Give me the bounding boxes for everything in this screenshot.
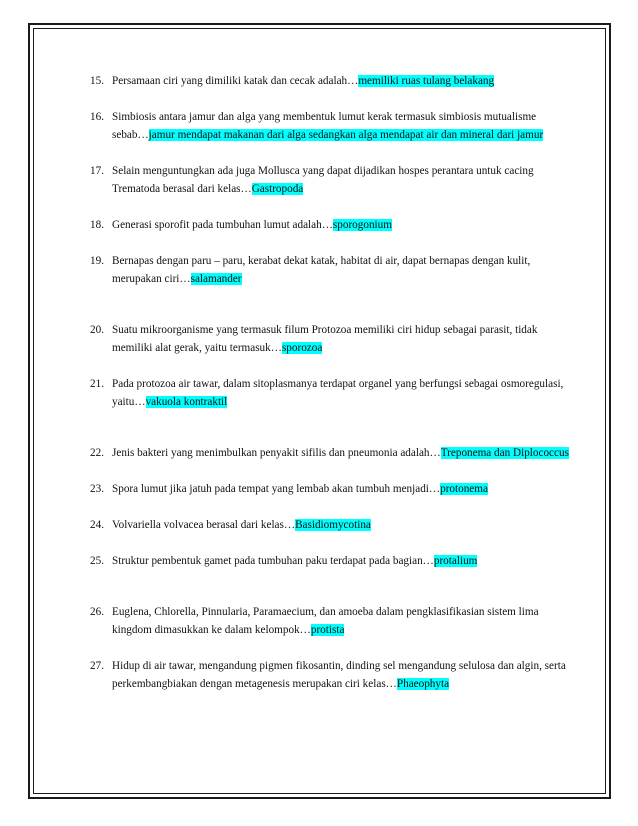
answer-highlight: protalium (433, 555, 478, 567)
question-number: 23. (90, 483, 104, 495)
question-text: Selain menguntungkan ada juga Mollusca yang dapat dijadikan hospes perantara untuk cacing Trematoda berasal dari kelas… (112, 165, 534, 195)
answer-highlight: Gastropoda (251, 183, 304, 195)
answer-highlight: jamur mendapat makanan dari alga sedangkan alga mendapat air dan mineral dari jamur (148, 129, 544, 141)
question-item (90, 321, 570, 357)
question-number: 15. (90, 75, 104, 87)
question-item (90, 108, 570, 144)
question-text: Pada protozoa air tawar, dalam sitoplasmanya terdapat organel yang berfungsi sebagai osmoregulasi, yaitu… (112, 378, 564, 408)
answer-highlight: protista (310, 624, 345, 636)
question-item (90, 603, 570, 639)
answer-highlight: Treponema dan Diplococcus (440, 447, 569, 459)
question-number: 19. (90, 255, 104, 267)
answer-highlight: sporogonium (332, 219, 392, 231)
answer-highlight: memiliki ruas tulang belakang (358, 75, 495, 87)
question-text: Persamaan ciri yang dimiliki katak dan cecak adalah… (112, 75, 359, 87)
question-text: Jenis bakteri yang menimbulkan penyakit sifilis dan pneumonia adalah… (112, 447, 441, 459)
question-text: Generasi sporofit pada tumbuhan lumut adalah… (112, 219, 333, 231)
question-item (90, 216, 570, 234)
question-item (90, 444, 570, 462)
answer-highlight: Phaeophyta (396, 678, 450, 690)
question-item (90, 252, 570, 288)
question-text: Bernapas dengan paru – paru, kerabat dekat katak, habitat di air, dapat bernapas dengan kulit, merupakan ciri… (112, 255, 531, 285)
question-text: Simbiosis antara jamur dan alga yang membentuk lumut kerak termasuk simbiosis mutualisme sebab… (112, 111, 537, 141)
question-text: Hidup di air tawar, mengandung pigmen fikosantin, dinding sel mengandung selulosa dan algin, serta perkembangbiakan dengan metagenesis merupakan ciri kelas… (112, 660, 566, 690)
question-text: Struktur pembentuk gamet pada tumbuhan paku terdapat pada bagian… (112, 555, 434, 567)
answer-highlight: vakuola kontraktil (145, 396, 228, 408)
question-number: 26. (90, 606, 104, 618)
question-number: 18. (90, 219, 104, 231)
question-number: 22. (90, 447, 104, 459)
question-item (90, 375, 570, 411)
question-text: Euglena, Chlorella, Pinnularia, Paramaecium, dan amoeba dalam pengklasifikasian sistem lima kingdom dimasukkan ke dalam kelompok… (112, 606, 539, 636)
question-number: 25. (90, 555, 104, 567)
question-item (90, 162, 570, 198)
question-number: 17. (90, 165, 104, 177)
question-item (90, 657, 570, 693)
question-text: Suatu mikroorganisme yang termasuk filum Protozoa memiliki ciri hidup sebagai parasit, tidak memiliki alat gerak, yaitu termasuk… (112, 324, 538, 354)
question-list (90, 72, 570, 693)
question-number: 24. (90, 519, 104, 531)
question-item (90, 72, 570, 90)
question-text: Volvariella volvacea berasal dari kelas… (112, 519, 296, 531)
question-item (90, 552, 570, 570)
question-number: 21. (90, 378, 104, 390)
question-item (90, 480, 570, 498)
answer-highlight: salamander (190, 273, 242, 285)
question-item (90, 516, 570, 534)
question-number: 27. (90, 660, 104, 672)
answer-highlight: sporozoa (281, 342, 323, 354)
question-text: Spora lumut jika jatuh pada tempat yang lembab akan tumbuh menjadi… (112, 483, 441, 495)
answer-highlight: Basidiomycotina (295, 519, 371, 531)
question-number: 20. (90, 324, 104, 336)
question-number: 16. (90, 111, 104, 123)
answer-highlight: protonema (440, 483, 488, 495)
